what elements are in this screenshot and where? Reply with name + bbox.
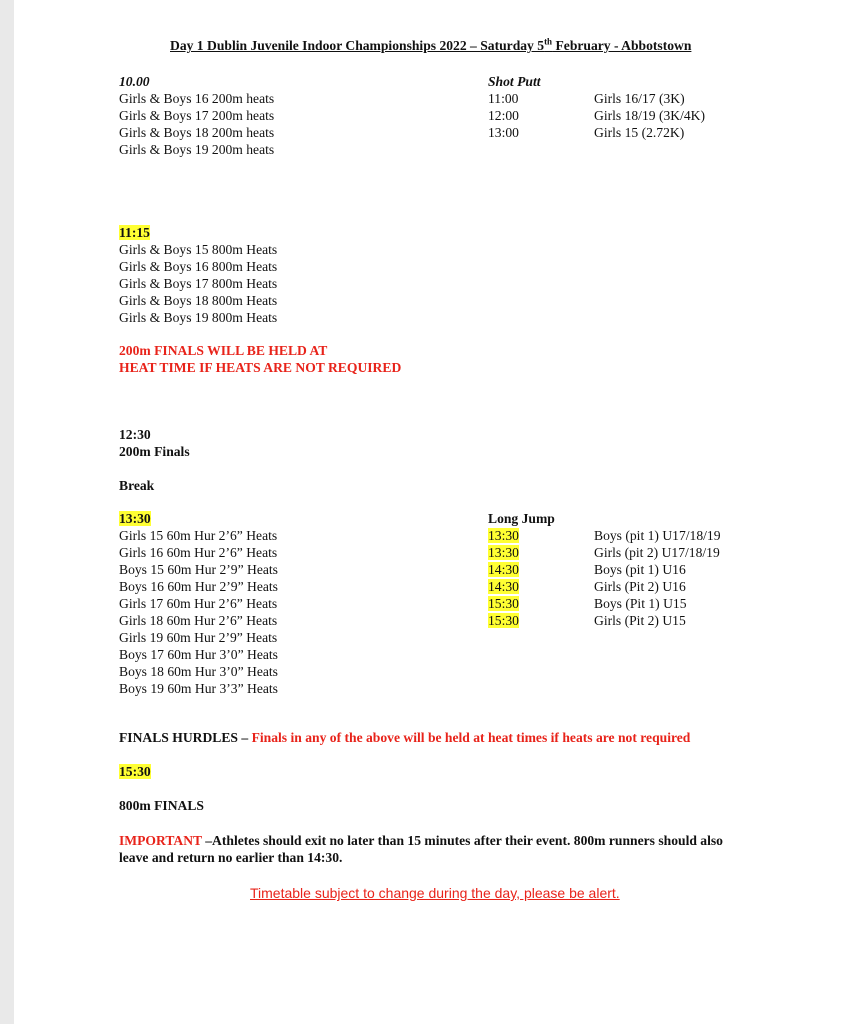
- shot-putt-heading: Shot Putt: [488, 74, 541, 89]
- important-notice: [119, 832, 723, 866]
- block-1230-event: 200m Finals: [119, 444, 190, 459]
- notice-line: 200m FINALS WILL BE HELD AT: [119, 343, 328, 358]
- shot-putt-time: 12:00: [488, 108, 519, 123]
- event-line: Girls 17 60m Hur 2’6” Heats: [119, 596, 278, 611]
- timetable-disclaimer: Timetable subject to change during the day, please be alert.: [250, 885, 620, 901]
- event-line: Boys 15 60m Hur 2’9” Heats: [119, 562, 278, 577]
- shot-putt-group: Girls 15 (2.72K): [594, 125, 685, 140]
- event-line: Boys 19 60m Hur 3’3” Heats: [119, 681, 278, 696]
- long-jump-heading: Long Jump: [488, 511, 555, 526]
- event-line: Girls 19 60m Hur 2’9” Heats: [119, 630, 278, 645]
- block-1230: [119, 426, 190, 460]
- shot-putt-time: 11:00: [488, 91, 519, 106]
- long-jump-times: [488, 510, 555, 629]
- long-jump-group: Girls (pit 2) U17/18/19: [594, 545, 720, 560]
- event-line: Boys 17 60m Hur 3’0” Heats: [119, 647, 278, 662]
- important-text: –Athletes should exit no later than 15 minutes after their event. 800m runners should also: [201, 833, 723, 848]
- important-text-line2: leave and return no earlier than 14:30.: [119, 850, 343, 865]
- block-1530-time: 15:30: [119, 764, 151, 779]
- block-1000: [119, 73, 274, 158]
- event-line: Girls & Boys 18 200m heats: [119, 125, 275, 140]
- event-line: Girls & Boys 17 200m heats: [119, 108, 275, 123]
- break-label: Break: [119, 478, 155, 493]
- notice-line: HEAT TIME IF HEATS ARE NOT REQUIRED: [119, 360, 402, 375]
- long-jump-time: 13:30: [488, 528, 519, 543]
- finals-hurdles: [119, 729, 690, 746]
- event-line: Girls 16 60m Hur 2’6” Heats: [119, 545, 278, 560]
- block-1230-time: 12:30: [119, 427, 151, 442]
- title-text-end: February - Abbotstown: [552, 38, 692, 53]
- long-jump-group: Girls (Pit 2) U16: [594, 579, 686, 594]
- block-1000-time: 10.00: [119, 74, 150, 89]
- long-jump-time: 14:30: [488, 579, 519, 594]
- event-line: Girls & Boys 19 800m Heats: [119, 310, 278, 325]
- block-1115-time: 11:15: [119, 225, 150, 240]
- long-jump-time: 15:30: [488, 596, 519, 611]
- document-page: [14, 0, 855, 1024]
- title-text: Day 1 Dublin Juvenile Indoor Championships 2022 – Saturday 5: [170, 38, 545, 53]
- event-line: Girls & Boys 17 800m Heats: [119, 276, 278, 291]
- title-superscript: th: [544, 36, 553, 47]
- block-1330: [119, 510, 278, 697]
- event-line: Boys 16 60m Hur 2’9” Heats: [119, 579, 278, 594]
- block-1530-event: 800m FINALS: [119, 798, 204, 813]
- block-1330-time: 13:30: [119, 511, 151, 526]
- long-jump-time: 15:30: [488, 613, 519, 628]
- event-line: Girls & Boys 19 200m heats: [119, 142, 275, 157]
- block-1115: [119, 224, 277, 326]
- shot-putt-groups: [594, 90, 705, 141]
- document-title: [170, 38, 691, 54]
- finals-hurdles-label: FINALS HURDLES –: [119, 730, 252, 745]
- shot-putt-times: [488, 73, 541, 141]
- event-line: Girls 15 60m Hur 2’6” Heats: [119, 528, 278, 543]
- event-line: Girls 18 60m Hur 2’6” Heats: [119, 613, 278, 628]
- event-line: Boys 18 60m Hur 3’0” Heats: [119, 664, 278, 679]
- long-jump-group: Girls (Pit 2) U15: [594, 613, 686, 628]
- block-1530: [119, 763, 151, 780]
- shot-putt-group: Girls 18/19 (3K/4K): [594, 108, 706, 123]
- long-jump-time: 13:30: [488, 545, 519, 560]
- long-jump-group: Boys (Pit 1) U15: [594, 596, 687, 611]
- event-line: Girls & Boys 18 800m Heats: [119, 293, 278, 308]
- long-jump-time: 14:30: [488, 562, 519, 577]
- long-jump-group: Boys (pit 1) U16: [594, 562, 686, 577]
- event-line: Girls & Boys 16 200m heats: [119, 91, 275, 106]
- finals-hurdles-note: Finals in any of the above will be held at heat times if heats are not required: [251, 730, 691, 745]
- long-jump-group: Boys (pit 1) U17/18/19: [594, 528, 721, 543]
- shot-putt-group: Girls 16/17 (3K): [594, 91, 685, 106]
- notice-200m-finals: [119, 342, 401, 376]
- event-line: Girls & Boys 16 800m Heats: [119, 259, 278, 274]
- important-label: IMPORTANT: [119, 833, 202, 848]
- long-jump-groups: [594, 527, 721, 629]
- shot-putt-time: 13:00: [488, 125, 519, 140]
- event-line: Girls & Boys 15 800m Heats: [119, 242, 278, 257]
